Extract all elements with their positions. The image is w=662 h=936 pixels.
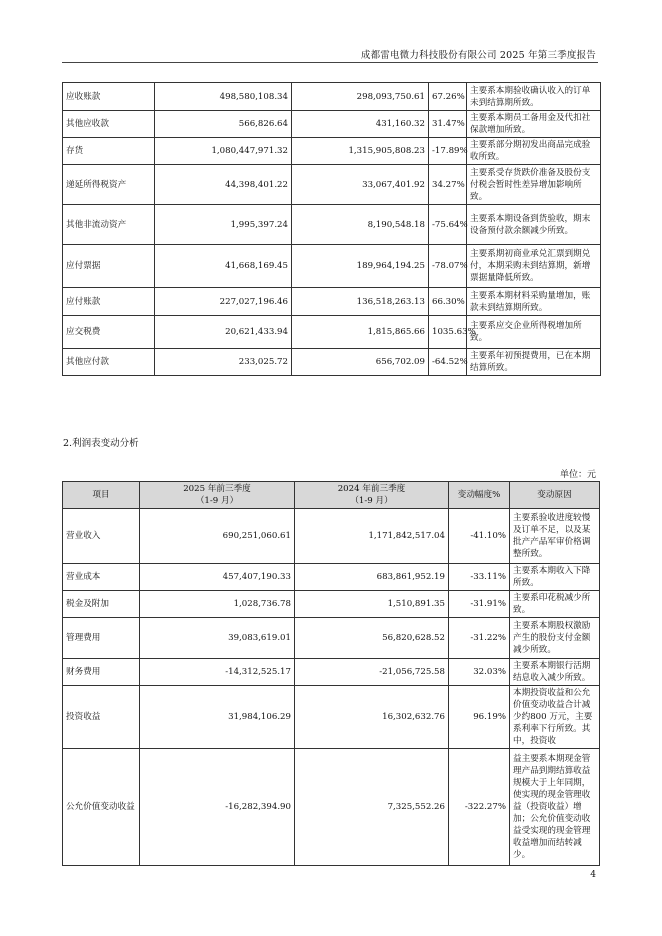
item-cell: 营业成本 (63, 564, 140, 591)
change-cell: -31.91% (449, 591, 510, 618)
table-row (63, 591, 600, 618)
reason-cell: 主要系印花税减少所致。 (510, 591, 600, 618)
item-cell: 其他非流动资产 (63, 205, 155, 245)
table-row (63, 288, 601, 316)
previous-value-cell: 1,510,891.35 (295, 591, 449, 618)
change-cell: -322.27% (449, 749, 510, 866)
header-previous-line1: 2024 年前三季度 (337, 484, 406, 494)
reason-cell: 主要系期初商业承兑汇票到期兑付，本期采购未到结算期，新增票据量降低所致。 (467, 245, 601, 288)
change-cell: 66.30% (429, 288, 467, 316)
header-current-line2: （1-9 月） (195, 496, 239, 506)
table-row (63, 509, 600, 564)
section-title: 2.利润表变动分析 (63, 438, 139, 449)
current-value-cell: 44,398,401.22 (155, 165, 292, 205)
reason-cell: 主要系本期员工备用金及代扣社保款增加所致。 (467, 111, 601, 138)
reason-cell: 主要系本期设备到货验收，期末设备预付款余额减少所致。 (467, 205, 601, 245)
header-change: 变动幅度% (449, 482, 510, 509)
header-current-period (140, 482, 295, 509)
table-row (63, 564, 600, 591)
reason-cell: 主要系验收进度较慢及订单不足，以及某批产产品军审价格调整所致。 (510, 509, 600, 564)
change-cell: 32.03% (449, 659, 510, 686)
item-cell: 税金及附加 (63, 591, 140, 618)
change-cell: 96.19% (449, 686, 510, 749)
table-header-row (63, 482, 600, 509)
current-value-cell: 31,984,106.29 (140, 686, 295, 749)
item-cell: 递延所得税资产 (63, 165, 155, 205)
item-cell: 财务费用 (63, 659, 140, 686)
balance-change-table (62, 82, 601, 376)
header-current-line1: 2025 年前三季度 (183, 484, 251, 494)
reason-cell: 益主要系本期现金管理产品到期结算收益规模大于上年同期，使实现的现金管理收益（投资收益）增加；公允价值变动收益受实现的现金管理收益增加而结转减少。 (510, 749, 600, 866)
item-cell: 投资收益 (63, 686, 140, 749)
item-cell: 应收账款 (63, 83, 155, 111)
table-row (63, 749, 600, 866)
change-cell: 1035.63% (429, 316, 467, 349)
change-cell: -64.52% (429, 349, 467, 376)
previous-value-cell: 1,815,865.66 (292, 316, 429, 349)
previous-value-cell: 16,302,632.76 (295, 686, 449, 749)
current-value-cell: 498,580,108.34 (155, 83, 292, 111)
change-cell: -17.89% (429, 138, 467, 165)
current-value-cell: 39,083,619.01 (140, 618, 295, 659)
header-divider (62, 62, 598, 63)
unit-label: 单位：元 (559, 470, 596, 480)
current-value-cell: 457,407,190.33 (140, 564, 295, 591)
header-previous-line2: （1-9 月） (350, 496, 393, 506)
header-item: 项目 (63, 482, 140, 509)
previous-value-cell: 7,325,552.26 (295, 749, 449, 866)
previous-value-cell: -21,056,725.58 (295, 659, 449, 686)
previous-value-cell: 431,160.32 (292, 111, 429, 138)
reason-cell: 主要系本期材料采购量增加，账款未到结算期所致。 (467, 288, 601, 316)
current-value-cell: 233,025.72 (155, 349, 292, 376)
current-value-cell: -14,312,525.17 (140, 659, 295, 686)
table-row (63, 245, 601, 288)
table-row (63, 316, 601, 349)
reason-cell: 主要系本期银行活期结息收入减少所致。 (510, 659, 600, 686)
current-value-cell: 1,028,736.78 (140, 591, 295, 618)
previous-value-cell: 56,820,628.52 (295, 618, 449, 659)
change-cell: 34.27% (429, 165, 467, 205)
previous-value-cell: 683,861,952.19 (295, 564, 449, 591)
previous-value-cell: 656,702.09 (292, 349, 429, 376)
current-value-cell: 566,826.64 (155, 111, 292, 138)
income-change-table (62, 481, 600, 866)
item-cell: 其他应付款 (63, 349, 155, 376)
table-row (63, 138, 601, 165)
item-cell: 存货 (63, 138, 155, 165)
current-value-cell: 227,027,196.46 (155, 288, 292, 316)
reason-cell: 主要系本期股权激励产生的股份支付金额减少所致。 (510, 618, 600, 659)
header-reason: 变动原因 (510, 482, 600, 509)
previous-value-cell: 189,964,194.25 (292, 245, 429, 288)
previous-value-cell: 298,093,750.61 (292, 83, 429, 111)
reason-cell: 主要系本期验收确认收入的订单未到结算期所致。 (467, 83, 601, 111)
change-cell: -75.64% (429, 205, 467, 245)
reason-cell: 主要系年初预提费用，已在本期结算所致。 (467, 349, 601, 376)
header-previous-period (295, 482, 449, 509)
change-cell: -33.11% (449, 564, 510, 591)
table-row (63, 349, 601, 376)
current-value-cell: 690,251,060.61 (140, 509, 295, 564)
table-row (63, 111, 601, 138)
current-value-cell: 1,080,447,971.32 (155, 138, 292, 165)
change-cell: -41.10% (449, 509, 510, 564)
item-cell: 管理费用 (63, 618, 140, 659)
previous-value-cell: 1,171,842,517.04 (295, 509, 449, 564)
current-value-cell: -16,282,394.90 (140, 749, 295, 866)
table-row (63, 659, 600, 686)
table-row (63, 83, 601, 111)
change-cell: 31.47% (429, 111, 467, 138)
table-row (63, 686, 600, 749)
item-cell: 营业收入 (63, 509, 140, 564)
page-number: 4 (590, 870, 596, 880)
previous-value-cell: 33,067,401.92 (292, 165, 429, 205)
table-row (63, 618, 600, 659)
current-value-cell: 1,995,397.24 (155, 205, 292, 245)
change-cell: 67.26% (429, 83, 467, 111)
item-cell: 应付账款 (63, 288, 155, 316)
item-cell: 应交税费 (63, 316, 155, 349)
item-cell: 其他应收款 (63, 111, 155, 138)
table-row (63, 165, 601, 205)
item-cell: 应付票据 (63, 245, 155, 288)
reason-cell: 主要系受存货跌价准备及股份支付税会暂时性差异增加影响所致。 (467, 165, 601, 205)
previous-value-cell: 8,190,548.18 (292, 205, 429, 245)
current-value-cell: 41,668,169.45 (155, 245, 292, 288)
report-header-title: 成都雷电微力科技股份有限公司 2025 年第三季度报告 (360, 50, 596, 61)
reason-cell: 主要系部分期初发出商品完成验收所致。 (467, 138, 601, 165)
change-cell: -31.22% (449, 618, 510, 659)
current-value-cell: 20,621,433.94 (155, 316, 292, 349)
item-cell: 公允价值变动收益 (63, 749, 140, 866)
reason-cell: 主要系本期收入下降所致。 (510, 564, 600, 591)
reason-cell: 本期投资收益和公允价值变动收益合计减少约800 万元，主要系利率下行所致。其中，投资收 (510, 686, 600, 749)
previous-value-cell: 136,518,263.13 (292, 288, 429, 316)
table-row (63, 205, 601, 245)
change-cell: -78.07% (429, 245, 467, 288)
reason-cell: 主要系应交企业所得税增加所致。 (467, 316, 601, 349)
previous-value-cell: 1,315,905,808.23 (292, 138, 429, 165)
